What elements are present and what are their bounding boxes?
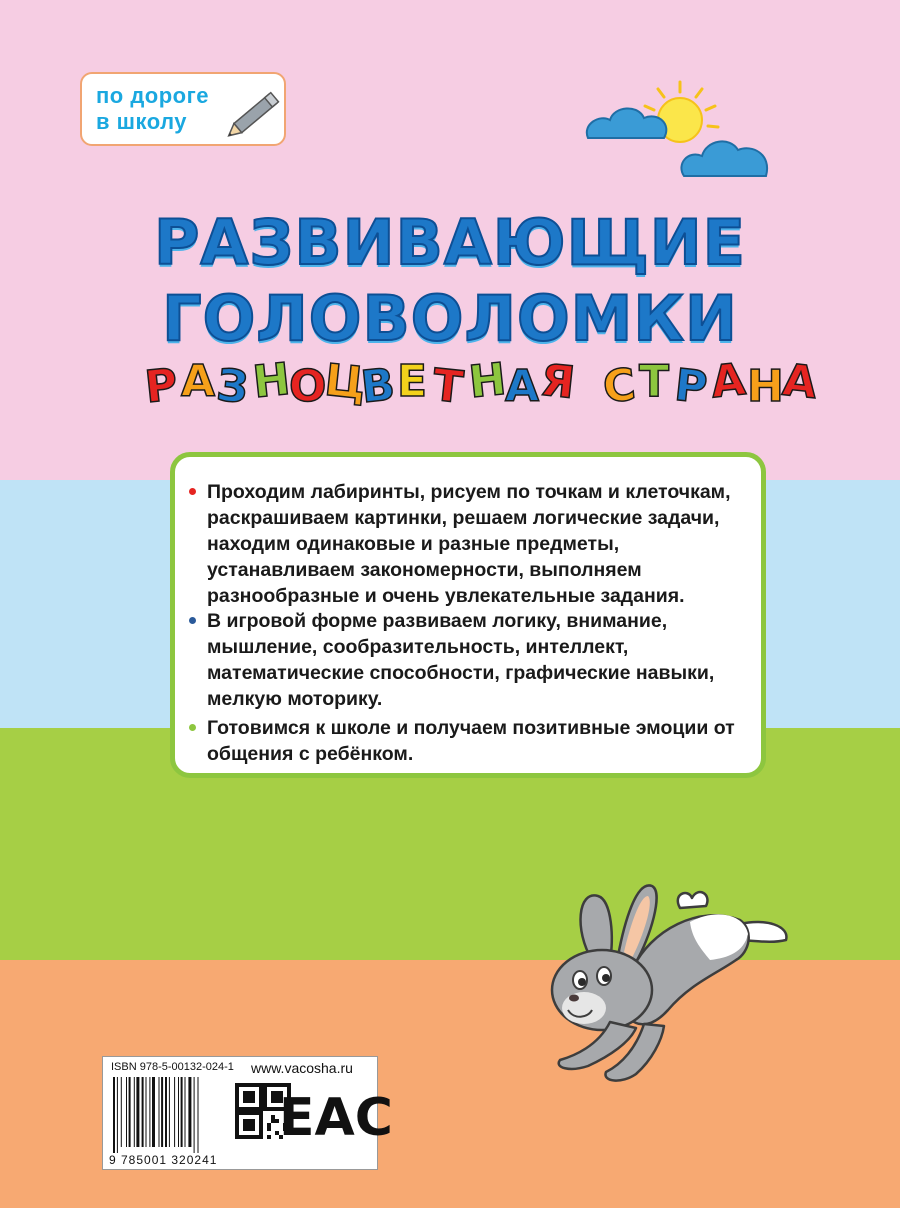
series-logo-line-2: в школу [96, 109, 188, 134]
bullet-text: Проходим лабиринты, рисуем по точкам и клеточкам, раскрашиваем картинки, решаем логические задачи, находим одинаковые и разные предметы, устанавливаем закономерности, выполняем разнообразные и очень увлекательные задания. [207, 481, 731, 607]
barcode-bar [121, 1077, 122, 1147]
barcode-bar [174, 1077, 175, 1147]
subtitle-letter: Я [538, 354, 578, 409]
subtitle-letter: Р [142, 359, 180, 414]
eac-mark-icon [279, 1083, 393, 1148]
rabbit-illustration [540, 860, 800, 1090]
barcode-bar [149, 1077, 150, 1147]
bullet-dot-blue [189, 617, 196, 624]
subtitle-letter: А [780, 354, 820, 409]
barcode-bar [198, 1077, 199, 1153]
subtitle-letter: Н [466, 353, 509, 409]
subtitle-letter: Р [672, 359, 710, 414]
website-url: www.vacosha.ru [251, 1060, 353, 1076]
barcode-bar [126, 1077, 127, 1147]
barcode-bar [134, 1077, 135, 1147]
subtitle-letter: Т [639, 356, 670, 407]
barcode-bar [169, 1077, 170, 1147]
isbn-label: ISBN 978-5-00132-024-1 [111, 1061, 234, 1073]
barcode-bar [181, 1077, 183, 1147]
barcode-bar [165, 1077, 167, 1147]
subtitle-letter: О [289, 361, 327, 412]
barcode-bar [152, 1077, 155, 1147]
subtitle-letter: Т [430, 359, 466, 414]
barcode-bar [136, 1077, 139, 1147]
subtitle-letter: Ц [322, 354, 369, 410]
barcode-bar [161, 1077, 163, 1147]
subtitle-letter: З [214, 359, 251, 414]
title-line-2: ГОЛОВОЛОМКИ [162, 282, 738, 355]
barcode-bar [113, 1077, 115, 1153]
barcode-bar [159, 1077, 160, 1147]
subtitle-letter: А [505, 361, 540, 412]
subtitle-letter: Е [397, 356, 428, 407]
barcode-panel [102, 1056, 393, 1170]
bullet-dot-red [189, 488, 196, 495]
barcode-bar [194, 1077, 195, 1153]
subtitle-letter: Н [747, 361, 784, 412]
barcode-bar [188, 1077, 191, 1147]
pencil-icon [224, 84, 290, 140]
subtitle-letter: Н [250, 353, 293, 409]
subtitle-letter: А [181, 356, 216, 407]
barcode-bar [142, 1077, 144, 1147]
cloud-left [587, 108, 667, 138]
cloud-right [681, 141, 767, 176]
barcode-bar [178, 1077, 179, 1147]
bullet-text: В игровой форме развиваем логику, внимание, мышление, сообразительность, интеллект, математические способности, графические навыки, мелкую моторику. [207, 610, 715, 710]
barcode-digits: 9 785001 320241 [109, 1153, 218, 1167]
barcode-bar [146, 1077, 147, 1147]
eac-mark-text: EAC [279, 1088, 393, 1148]
barcode-bar [117, 1077, 118, 1153]
barcode-bars [111, 1077, 223, 1153]
series-logo-line-1: по дороге [96, 83, 210, 108]
barcode-bar [185, 1077, 186, 1147]
bullet-dot-green [189, 724, 196, 731]
bullet-text: Готовимся к школе и получаем позитивные эмоции от общения с ребёнком. [207, 717, 735, 765]
subtitle-letter: В [358, 359, 398, 414]
subtitle-letter: А [708, 354, 748, 409]
sun-clouds-illustration [580, 80, 780, 200]
description-card [170, 452, 766, 778]
barcode-bar [129, 1077, 131, 1147]
subtitle-letter: С [600, 359, 639, 414]
title-line-1: РАЗВИВАЮЩИЕ [153, 206, 747, 279]
subtitle-multicolor [135, 345, 820, 415]
series-logo [80, 72, 286, 146]
